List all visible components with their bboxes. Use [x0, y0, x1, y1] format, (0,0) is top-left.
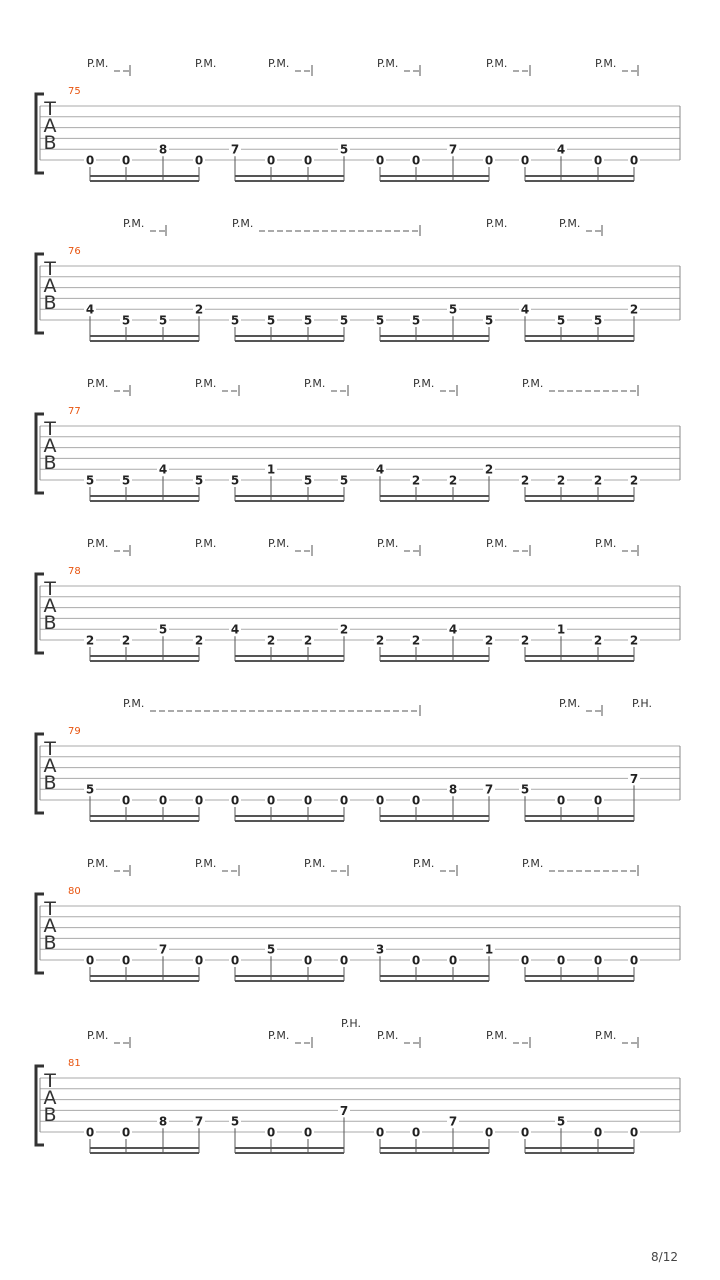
- palm-mute-label: P.M.: [195, 857, 217, 870]
- fret-number: 0: [411, 793, 421, 808]
- fret-number: 1: [266, 462, 276, 477]
- fret-number: 1: [556, 622, 566, 637]
- fret-number: 0: [520, 1125, 530, 1140]
- fret-number: 5: [85, 782, 95, 797]
- fret-number: 7: [158, 942, 168, 957]
- fret-number: 0: [375, 1125, 385, 1140]
- tab-clef-letter: T: [44, 98, 56, 120]
- fret-number: 0: [520, 153, 530, 168]
- fret-number: 2: [484, 462, 494, 477]
- fret-number: 4: [375, 462, 385, 477]
- fret-number: 5: [339, 473, 349, 488]
- palm-mute-label: P.M.: [377, 537, 399, 550]
- fret-number: 0: [484, 153, 494, 168]
- measure-number: 79: [68, 726, 81, 737]
- fret-number: 0: [629, 1125, 639, 1140]
- tab-system: [36, 1017, 680, 1153]
- fret-number: 5: [230, 1114, 240, 1129]
- tab-clef-letter: T: [44, 898, 56, 920]
- fret-number: 5: [375, 313, 385, 328]
- fret-number: 4: [556, 142, 566, 157]
- palm-mute-label: P.M.: [195, 377, 217, 390]
- fret-number: 0: [230, 953, 240, 968]
- fret-number: 5: [121, 473, 131, 488]
- fret-number: 7: [339, 1103, 349, 1118]
- fret-number: 2: [629, 473, 639, 488]
- tab-clef-letter: B: [43, 132, 57, 154]
- tab-clef-letter: B: [43, 292, 57, 314]
- tab-system: [36, 697, 680, 821]
- tab-clef-letter: A: [43, 755, 57, 777]
- fret-number: 7: [448, 1114, 458, 1129]
- fret-number: 0: [593, 153, 603, 168]
- fret-number: 5: [520, 782, 530, 797]
- fret-number: 0: [375, 153, 385, 168]
- palm-mute-label: P.M.: [268, 57, 290, 70]
- palm-mute-label: P.M.: [595, 537, 617, 550]
- fret-number: 0: [484, 1125, 494, 1140]
- fret-number: 0: [629, 153, 639, 168]
- palm-mute-label: P.M.: [87, 57, 109, 70]
- measure-number: 81: [68, 1058, 81, 1069]
- measure-number: 75: [68, 86, 81, 97]
- fret-number: 7: [194, 1114, 204, 1129]
- fret-number: 5: [230, 313, 240, 328]
- fret-number: 8: [448, 782, 458, 797]
- fret-number: 4: [448, 622, 458, 637]
- fret-number: 5: [556, 1114, 566, 1129]
- palm-mute-label: P.M.: [486, 217, 508, 230]
- tab-clef-letter: B: [43, 772, 57, 794]
- measure-number: 78: [68, 566, 81, 577]
- fret-number: 5: [194, 473, 204, 488]
- tab-clef-letter: A: [43, 275, 57, 297]
- palm-mute-label: P.M.: [522, 377, 544, 390]
- fret-number: 5: [303, 473, 313, 488]
- palm-mute-label: P.M.: [123, 697, 145, 710]
- fret-number: 2: [629, 302, 639, 317]
- fret-number: 2: [339, 622, 349, 637]
- fret-number: 0: [556, 953, 566, 968]
- fret-number: 2: [556, 473, 566, 488]
- fret-number: 5: [556, 313, 566, 328]
- fret-number: 2: [121, 633, 131, 648]
- palm-mute-label: P.M.: [413, 857, 435, 870]
- fret-number: 2: [375, 633, 385, 648]
- palm-mute-label: P.M.: [595, 57, 617, 70]
- palm-mute-label: P.M.: [123, 217, 145, 230]
- palm-mute-label: P.M.: [232, 217, 254, 230]
- palm-mute-label: P.H.: [341, 1017, 361, 1030]
- palm-mute-label: P.M.: [195, 57, 217, 70]
- fret-number: 4: [520, 302, 530, 317]
- fret-number: 5: [158, 313, 168, 328]
- tab-clef-letter: B: [43, 1104, 57, 1126]
- fret-number: 0: [593, 793, 603, 808]
- fret-number: 5: [411, 313, 421, 328]
- palm-mute-label: P.M.: [559, 217, 581, 230]
- fret-number: 2: [266, 633, 276, 648]
- tab-clef-letter: B: [43, 452, 57, 474]
- palm-mute-label: P.M.: [377, 57, 399, 70]
- fret-number: 0: [85, 153, 95, 168]
- fret-number: 7: [629, 771, 639, 786]
- fret-number: 7: [230, 142, 240, 157]
- fret-number: 0: [629, 953, 639, 968]
- fret-number: 0: [303, 153, 313, 168]
- fret-number: 5: [230, 473, 240, 488]
- tab-clef-letter: T: [44, 258, 56, 280]
- fret-number: 0: [303, 1125, 313, 1140]
- fret-number: 0: [411, 153, 421, 168]
- page-number: 8/12: [651, 1250, 678, 1264]
- fret-number: 2: [411, 633, 421, 648]
- palm-mute-label: P.H.: [632, 697, 652, 710]
- fret-number: 0: [230, 793, 240, 808]
- tab-clef-letter: A: [43, 915, 57, 937]
- fret-number: 7: [484, 782, 494, 797]
- palm-mute-label: P.M.: [87, 857, 109, 870]
- fret-number: 0: [411, 953, 421, 968]
- palm-mute-label: P.M.: [304, 857, 326, 870]
- fret-number: 2: [194, 302, 204, 317]
- tab-system: [36, 537, 680, 661]
- fret-number: 8: [158, 1114, 168, 1129]
- fret-number: 5: [339, 142, 349, 157]
- tab-clef-letter: A: [43, 595, 57, 617]
- fret-number: 2: [194, 633, 204, 648]
- fret-number: 2: [85, 633, 95, 648]
- palm-mute-label: P.M.: [486, 57, 508, 70]
- fret-number: 2: [484, 633, 494, 648]
- fret-number: 4: [158, 462, 168, 477]
- fret-number: 5: [158, 622, 168, 637]
- palm-mute-label: P.M.: [559, 697, 581, 710]
- tab-clef-letter: T: [44, 1070, 56, 1092]
- fret-number: 5: [339, 313, 349, 328]
- palm-mute-label: P.M.: [268, 1029, 290, 1042]
- fret-number: 0: [158, 793, 168, 808]
- fret-number: 0: [375, 793, 385, 808]
- fret-number: 0: [194, 153, 204, 168]
- fret-number: 2: [629, 633, 639, 648]
- tab-clef-letter: B: [43, 932, 57, 954]
- fret-number: 2: [520, 633, 530, 648]
- fret-number: 4: [85, 302, 95, 317]
- measure-number: 77: [68, 406, 81, 417]
- measure-number: 80: [68, 886, 81, 897]
- palm-mute-label: P.M.: [377, 1029, 399, 1042]
- tab-clef-letter: A: [43, 435, 57, 457]
- fret-number: 0: [85, 1125, 95, 1140]
- tab-system: [36, 217, 680, 341]
- fret-number: 0: [303, 793, 313, 808]
- fret-number: 0: [303, 953, 313, 968]
- fret-number: 2: [593, 473, 603, 488]
- palm-mute-label: P.M.: [268, 537, 290, 550]
- fret-number: 0: [266, 153, 276, 168]
- fret-number: 5: [303, 313, 313, 328]
- fret-number: 0: [339, 953, 349, 968]
- fret-number: 5: [593, 313, 603, 328]
- tab-clef-letter: A: [43, 115, 57, 137]
- fret-number: 0: [556, 793, 566, 808]
- fret-number: 0: [266, 1125, 276, 1140]
- fret-number: 0: [520, 953, 530, 968]
- tab-system: [36, 377, 680, 501]
- fret-number: 2: [411, 473, 421, 488]
- palm-mute-label: P.M.: [87, 537, 109, 550]
- fret-number: 0: [266, 793, 276, 808]
- fret-number: 0: [411, 1125, 421, 1140]
- tab-system: [36, 57, 680, 181]
- fret-number: 0: [121, 153, 131, 168]
- palm-mute-label: P.M.: [486, 537, 508, 550]
- fret-number: 5: [266, 313, 276, 328]
- fret-number: 5: [448, 302, 458, 317]
- tab-system: [36, 857, 680, 981]
- fret-number: 5: [266, 942, 276, 957]
- fret-number: 7: [448, 142, 458, 157]
- fret-number: 0: [194, 793, 204, 808]
- fret-number: 2: [593, 633, 603, 648]
- fret-number: 3: [375, 942, 385, 957]
- palm-mute-label: P.M.: [87, 1029, 109, 1042]
- fret-number: 2: [520, 473, 530, 488]
- fret-number: 1: [484, 942, 494, 957]
- fret-number: 8: [158, 142, 168, 157]
- fret-number: 0: [194, 953, 204, 968]
- fret-number: 2: [303, 633, 313, 648]
- palm-mute-label: P.M.: [522, 857, 544, 870]
- palm-mute-label: P.M.: [87, 377, 109, 390]
- fret-number: 4: [230, 622, 240, 637]
- tab-clef-letter: T: [44, 578, 56, 600]
- palm-mute-label: P.M.: [195, 537, 217, 550]
- fret-number: 0: [121, 953, 131, 968]
- fret-number: 0: [121, 793, 131, 808]
- palm-mute-label: P.M.: [486, 1029, 508, 1042]
- tab-clef-letter: T: [44, 738, 56, 760]
- fret-number: 2: [448, 473, 458, 488]
- tab-clef-letter: T: [44, 418, 56, 440]
- fret-number: 0: [593, 953, 603, 968]
- fret-number: 5: [85, 473, 95, 488]
- fret-number: 5: [121, 313, 131, 328]
- fret-number: 5: [484, 313, 494, 328]
- fret-number: 0: [593, 1125, 603, 1140]
- fret-number: 0: [85, 953, 95, 968]
- measure-number: 76: [68, 246, 81, 257]
- fret-number: 0: [121, 1125, 131, 1140]
- fret-number: 0: [339, 793, 349, 808]
- tab-clef-letter: A: [43, 1087, 57, 1109]
- palm-mute-label: P.M.: [595, 1029, 617, 1042]
- fret-number: 0: [448, 953, 458, 968]
- palm-mute-label: P.M.: [413, 377, 435, 390]
- tab-clef-letter: B: [43, 612, 57, 634]
- palm-mute-label: P.M.: [304, 377, 326, 390]
